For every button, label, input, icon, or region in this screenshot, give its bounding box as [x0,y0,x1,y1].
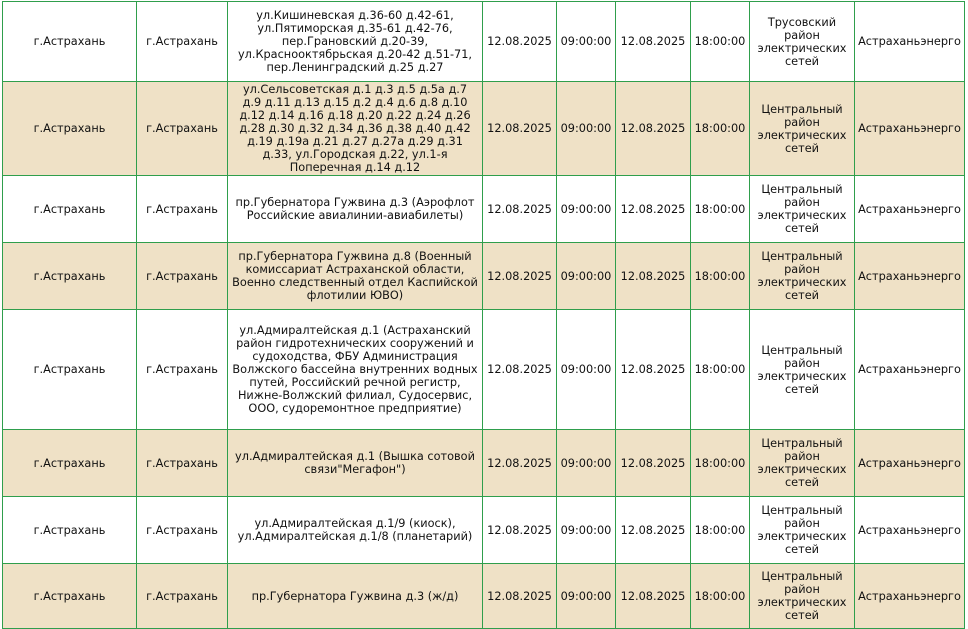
company-cell: Астраханьэнерго [855,243,965,310]
end-time-cell: 18:00:00 [691,564,750,629]
start-time-cell: 09:00:00 [557,564,616,629]
locality-cell: г.Астрахань [137,243,228,310]
table-row [3,564,965,629]
network-cell: Центральный район электрических сетей [750,497,855,564]
company-cell: Астраханьэнерго [855,82,965,176]
outage-table [2,1,965,629]
end-date-cell: 12.08.2025 [616,310,691,430]
end-date-cell: 12.08.2025 [616,564,691,629]
network-cell: Центральный район электрических сетей [750,243,855,310]
start-time-cell: 09:00:00 [557,310,616,430]
district-cell: г.Астрахань [3,497,137,564]
company-cell: Астраханьэнерго [855,310,965,430]
district-cell: г.Астрахань [3,176,137,243]
table-row [3,2,965,82]
table-row [3,497,965,564]
start-time-cell: 09:00:00 [557,497,616,564]
start-date-cell: 12.08.2025 [483,430,557,497]
address-cell: пр.Губернатора Гужвина д.8 (Военный комиссариат Астраханской области, Военно следственный отдел Каспийской флотилии ЮВО) [228,243,483,310]
end-time-cell: 18:00:00 [691,176,750,243]
network-cell: Центральный район электрических сетей [750,82,855,176]
address-cell: пр.Губернатора Гужвина д.3 (ж/д) [228,564,483,629]
end-time-cell: 18:00:00 [691,430,750,497]
district-cell: г.Астрахань [3,243,137,310]
district-cell: г.Астрахань [3,82,137,176]
table-row [3,243,965,310]
address-cell: ул.Сельсоветская д.1 д.3 д.5 д.5а д.7 д.9 д.11 д.13 д.15 д.2 д.4 д.6 д.8 д.10 д.12 д.14 д.16 д.18 д.20 д.22 д.24 д.26 д.28 д.30 д.32 д.34 д.36 д.38 д.40 д.42 д.19 д.19а д.21 д.27 д.27а д.29 д.31 д.33, ул.Городская д.22, ул.1-я Поперечная д.14 д.12 [228,82,483,176]
address-cell: ул.Кишиневская д.36-60 д.42-61, ул.Пятиморская д.35-61 д.42-76, пер.Грановский д.20-39, ул.Краснооктябрьская д.20-42 д.51-71, пер.Ленинградский д.25 д.27 [228,2,483,82]
locality-cell: г.Астрахань [137,310,228,430]
table-row [3,310,965,430]
end-date-cell: 12.08.2025 [616,2,691,82]
start-time-cell: 09:00:00 [557,176,616,243]
address-cell: ул.Адмиралтейская д.1 (Астраханский район гидротехнических сооружений и судоходства, ФБУ Администрация Волжского бассейна внутренних водных путей, Российский речной регистр, Нижне-Волжский филиал, Судосервис, ООО, судоремонтное предприятие) [228,310,483,430]
address-cell: ул.Адмиралтейская д.1/9 (киоск), ул.Адмиралтейская д.1/8 (планетарий) [228,497,483,564]
district-cell: г.Астрахань [3,564,137,629]
network-cell: Центральный район электрических сетей [750,310,855,430]
locality-cell: г.Астрахань [137,82,228,176]
end-date-cell: 12.08.2025 [616,82,691,176]
district-cell: г.Астрахань [3,430,137,497]
start-date-cell: 12.08.2025 [483,82,557,176]
end-date-cell: 12.08.2025 [616,430,691,497]
company-cell: Астраханьэнерго [855,430,965,497]
address-cell: пр.Губернатора Гужвина д.3 (Аэрофлот Российские авиалинии-авиабилеты) [228,176,483,243]
locality-cell: г.Астрахань [137,564,228,629]
company-cell: Астраханьэнерго [855,2,965,82]
end-date-cell: 12.08.2025 [616,243,691,310]
table-row [3,176,965,243]
end-time-cell: 18:00:00 [691,2,750,82]
end-time-cell: 18:00:00 [691,310,750,430]
end-time-cell: 18:00:00 [691,497,750,564]
locality-cell: г.Астрахань [137,2,228,82]
network-cell: Центральный район электрических сетей [750,176,855,243]
address-cell: ул.Адмиралтейская д.1 (Вышка сотовой связи"Мегафон") [228,430,483,497]
start-date-cell: 12.08.2025 [483,243,557,310]
company-cell: Астраханьэнерго [855,497,965,564]
company-cell: Астраханьэнерго [855,564,965,629]
end-date-cell: 12.08.2025 [616,497,691,564]
end-time-cell: 18:00:00 [691,243,750,310]
table-row [3,430,965,497]
company-cell: Астраханьэнерго [855,176,965,243]
start-time-cell: 09:00:00 [557,243,616,310]
start-date-cell: 12.08.2025 [483,497,557,564]
district-cell: г.Астрахань [3,310,137,430]
end-time-cell: 18:00:00 [691,82,750,176]
table-row [3,82,965,176]
start-date-cell: 12.08.2025 [483,310,557,430]
start-time-cell: 09:00:00 [557,430,616,497]
network-cell: Центральный район электрических сетей [750,564,855,629]
network-cell: Центральный район электрических сетей [750,430,855,497]
start-date-cell: 12.08.2025 [483,2,557,82]
start-time-cell: 09:00:00 [557,2,616,82]
start-date-cell: 12.08.2025 [483,176,557,243]
network-cell: Трусовский район электрических сетей [750,2,855,82]
start-date-cell: 12.08.2025 [483,564,557,629]
start-time-cell: 09:00:00 [557,82,616,176]
district-cell: г.Астрахань [3,2,137,82]
end-date-cell: 12.08.2025 [616,176,691,243]
locality-cell: г.Астрахань [137,497,228,564]
locality-cell: г.Астрахань [137,430,228,497]
locality-cell: г.Астрахань [137,176,228,243]
